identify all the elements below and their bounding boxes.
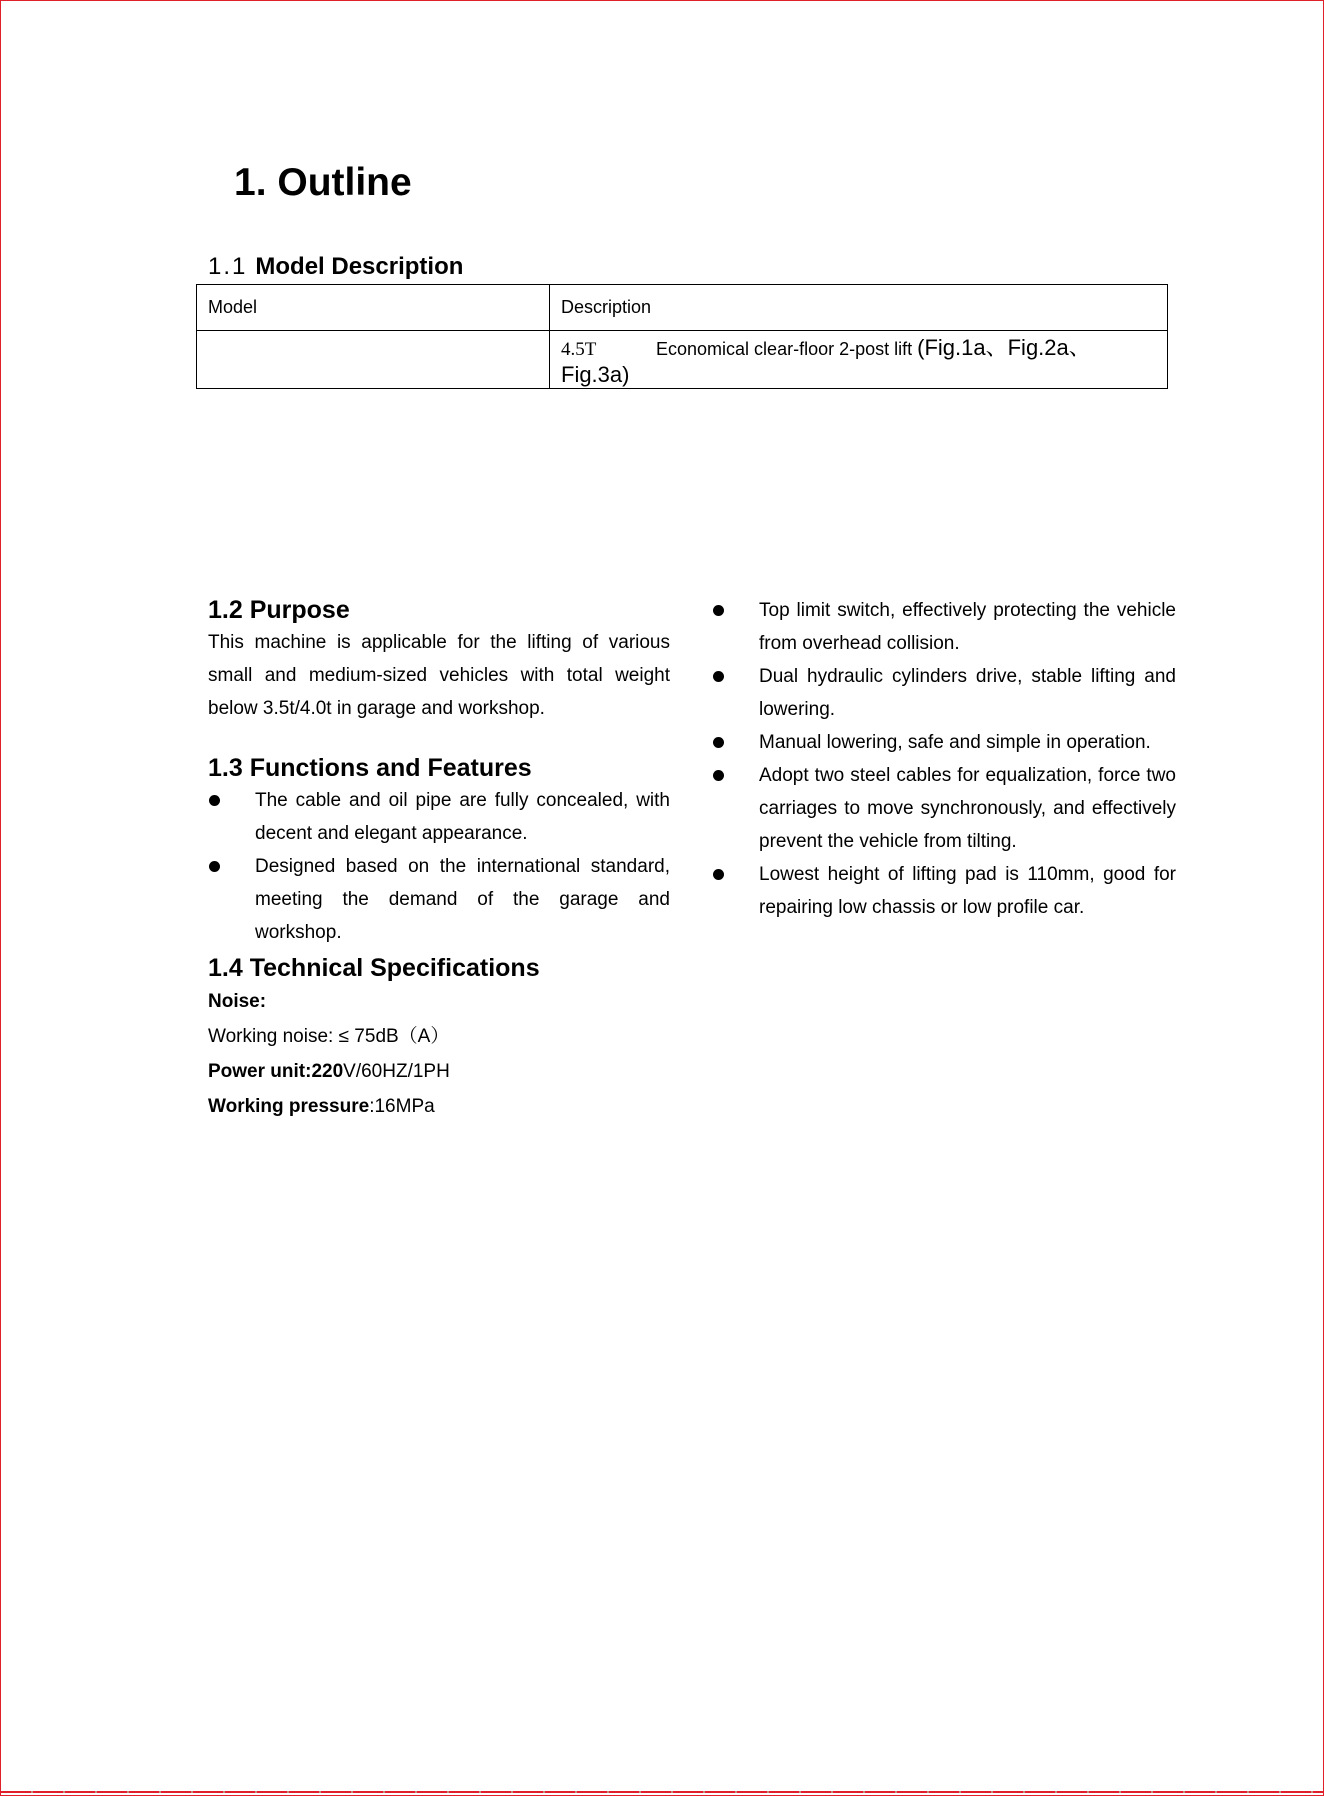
functions-heading: 1.3 Functions and Features xyxy=(208,754,532,782)
bottom-border xyxy=(1,1791,1323,1793)
list-item xyxy=(712,660,1176,726)
bullet-icon xyxy=(713,869,724,880)
functions-section xyxy=(208,752,670,949)
cell-description xyxy=(550,331,1168,389)
list-item xyxy=(712,594,1176,660)
bullet-icon xyxy=(713,671,724,682)
specs-section xyxy=(208,952,670,1124)
model-table xyxy=(196,284,1168,389)
list-item-text: Adopt two steel cables for equalization, force two carriages to move synchronously, and effectively prevent the vehicle from tilting. xyxy=(759,765,1176,852)
model-description-heading xyxy=(208,252,463,282)
figure-references: (Fig.1a、Fig.2a、Fig.3a) xyxy=(561,335,1091,387)
working-noise: Working noise: ≤ 75dB（A） xyxy=(208,1026,450,1047)
specs-heading: 1.4 Technical Specifications xyxy=(208,954,540,982)
pressure-label: Working pressure xyxy=(208,1096,370,1117)
bullet-icon xyxy=(713,605,724,616)
functions-list-right xyxy=(712,594,1176,924)
working-pressure xyxy=(208,1089,670,1124)
header-description: Description xyxy=(550,285,1168,331)
pressure-value: :16MPa xyxy=(369,1096,435,1117)
power-voltage: 220 xyxy=(311,1061,344,1082)
list-item xyxy=(712,726,1176,759)
table-row xyxy=(197,331,1168,389)
cell-model xyxy=(197,331,550,389)
list-item-text: The cable and oil pipe are fully concealed, with decent and elegant appearance. xyxy=(255,790,670,844)
bullet-icon xyxy=(209,861,220,872)
section-title: Model Description xyxy=(255,253,464,280)
capacity-value: 4.5T xyxy=(561,339,597,360)
noise-label: Noise: xyxy=(208,991,267,1012)
power-rest: V/60HZ/1PH xyxy=(343,1061,450,1082)
list-item xyxy=(712,759,1176,858)
description-text: Economical clear-floor 2-post lift xyxy=(656,339,913,359)
power-label: Power unit: xyxy=(208,1061,312,1082)
list-item-text: Top limit switch, effectively protecting the vehicle from overhead collision. xyxy=(759,600,1176,654)
purpose-text: This machine is applicable for the lifting of various small and medium-sized vehicles with total weight below 3.5t/4.0t in garage and workshop. xyxy=(208,632,670,719)
bullet-icon xyxy=(713,737,724,748)
header-model: Model xyxy=(197,285,550,331)
bullet-icon xyxy=(713,770,724,781)
functions-list-right-column xyxy=(712,594,1176,924)
purpose-section xyxy=(208,594,670,725)
functions-list-left xyxy=(208,784,670,949)
bullet-icon xyxy=(209,795,220,806)
table-header-row xyxy=(197,285,1168,331)
list-item-text: Dual hydraulic cylinders drive, stable lifting and lowering. xyxy=(759,666,1176,720)
list-item xyxy=(712,858,1176,924)
section-number: 1.1 xyxy=(208,253,248,280)
power-unit xyxy=(208,1054,670,1089)
list-item xyxy=(208,784,670,850)
list-item-text: Lowest height of lifting pad is 110mm, good for repairing low chassis or low profile car. xyxy=(759,864,1176,918)
list-item-text: Designed based on the international standard, meeting the demand of the garage and workshop. xyxy=(255,856,670,943)
list-item xyxy=(208,850,670,949)
purpose-heading: 1.2 Purpose xyxy=(208,596,350,624)
list-item-text: Manual lowering, safe and simple in operation. xyxy=(759,732,1151,753)
outline-title: 1. Outline xyxy=(234,161,412,204)
